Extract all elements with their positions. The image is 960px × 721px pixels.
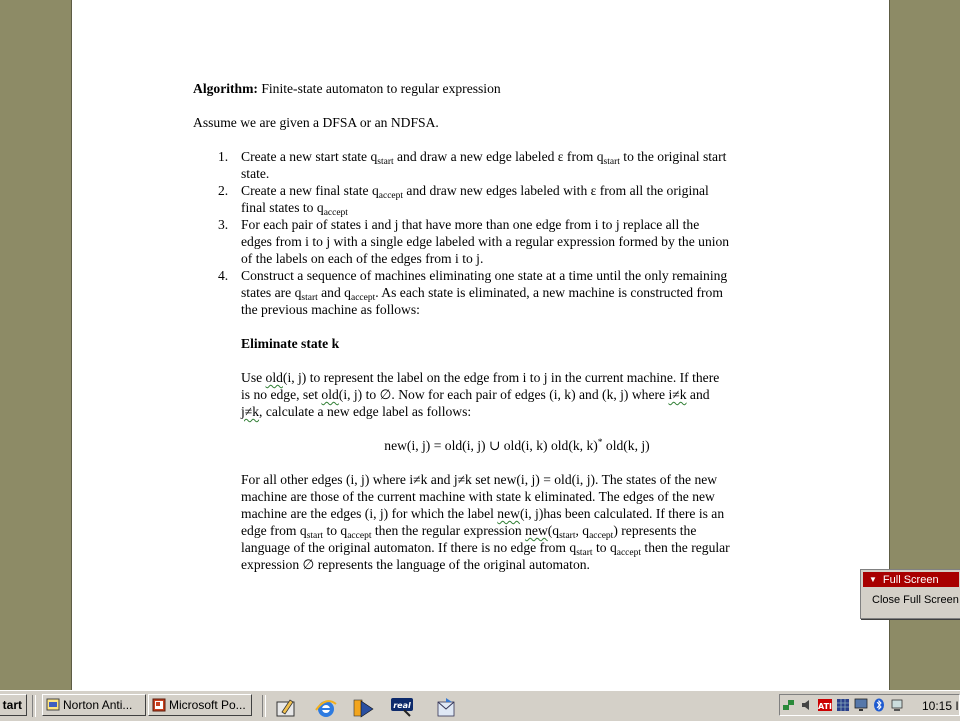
taskbar-button-powerpoint[interactable] [148,694,252,716]
taskbar-separator [262,695,266,717]
title-bold: Algorithm: [193,81,258,96]
display-tray-icon[interactable] [890,698,904,712]
start-button[interactable]: tart [0,694,27,716]
svg-text:ATI: ATI [818,702,832,711]
media-player-icon[interactable] [352,696,376,718]
outlook-icon[interactable] [434,696,458,718]
taskbar-button-label: Microsoft Po... [169,698,246,712]
steps-list [193,148,793,318]
close-full-screen-button[interactable]: Close Full Screen [872,594,959,606]
step-4: 4. Construct a sequence of machines eliminating one state at a time until the only remaining states are $q_{start}$ and $q_{accept}$. As each state is eliminated, a new machine is constructed from the previous machine as follows: [218,268,728,317]
full-screen-toolbar [860,569,960,619]
network-icon[interactable] [782,698,796,712]
full-screen-title: Full Screen [882,573,939,586]
taskbar-button-label: Norton Anti... [63,698,133,712]
intro-text: Assume we are given a DFSA or an NDFSA. [193,115,439,130]
other-edges-paragraph: For all other edges (i, j) where i≠k and j≠k set new(i, j) = old(i, j). The states of the new machine are those of the current machine with state k eliminated. The edges of the new machine are the edges (i, j) for which the label new(i, j)has been calculated. If there is an edge from $q_{start}$ to $q_{accept}$ then the regular expression $new(q_{start}$, $q_{accept}$) represents the language of the original automaton. If there is no edge from $q_{start}$ to $q_{accept}$ then the regular expression ∅ represents the language of the original automaton. [241,472,730,572]
step-number: 3. [218,217,229,232]
step-number: 1. [218,149,229,164]
system-tray [779,694,960,716]
grid-tray-icon[interactable] [836,698,850,712]
full-screen-title-bar[interactable] [863,572,959,587]
algorithm-title [193,80,793,97]
formula: new(i, j) = old(i, j) ∪ old(i, k) old(k, k)* old(k, j) [384,438,650,453]
taskbar-separator [32,695,36,717]
svg-text:real: real [393,701,411,710]
norton-icon [46,698,60,712]
monitor-icon[interactable] [854,698,868,712]
use-paragraph: Use old(i, j) to represent the label on the edge from i to j in the current machine. If there is no edge, set old(i, j) to ∅. Now for each pair of edges (i, k) and (k, j) where i≠k and j≠k, calculate a new edge label as follows: [241,370,720,419]
eliminate-heading: Eliminate state k [241,336,340,351]
dropdown-triangle-icon: ▼ [869,575,877,584]
document-page [71,0,890,690]
title-rest: Finite-state automaton to regular expression [257,81,501,96]
powerpoint-icon [152,698,166,712]
clock[interactable]: 10:15 I [922,699,959,713]
realplayer-icon[interactable] [390,696,414,718]
taskbar-button-norton[interactable] [42,694,146,716]
step-1: 1. Create a new start state $q_{start}$ and draw a new edge labeled ε from $q_{start}$ to the original start state. [218,149,727,181]
step-2: 2. Create a new final state $q_{accept}$ and draw new edges labeled with ε from all the original final states to $q_{accept}$ [218,183,709,218]
step-number: 4. [218,268,229,283]
bluetooth-icon[interactable] [872,698,886,712]
ati-icon[interactable] [818,698,832,712]
show-desktop-icon[interactable] [274,696,298,718]
step-3: 3. For each pair of states i and j that have more than one edge from i to j replace all the edges from i to j with a single edge labeled with a regular expression formed by the union of the labels on each of the edges from i to j. [218,217,730,266]
step-number: 2. [218,183,229,198]
taskbar [0,690,960,721]
document-body [193,80,793,573]
internet-explorer-icon[interactable] [314,696,338,718]
speaker-icon[interactable] [800,698,814,712]
